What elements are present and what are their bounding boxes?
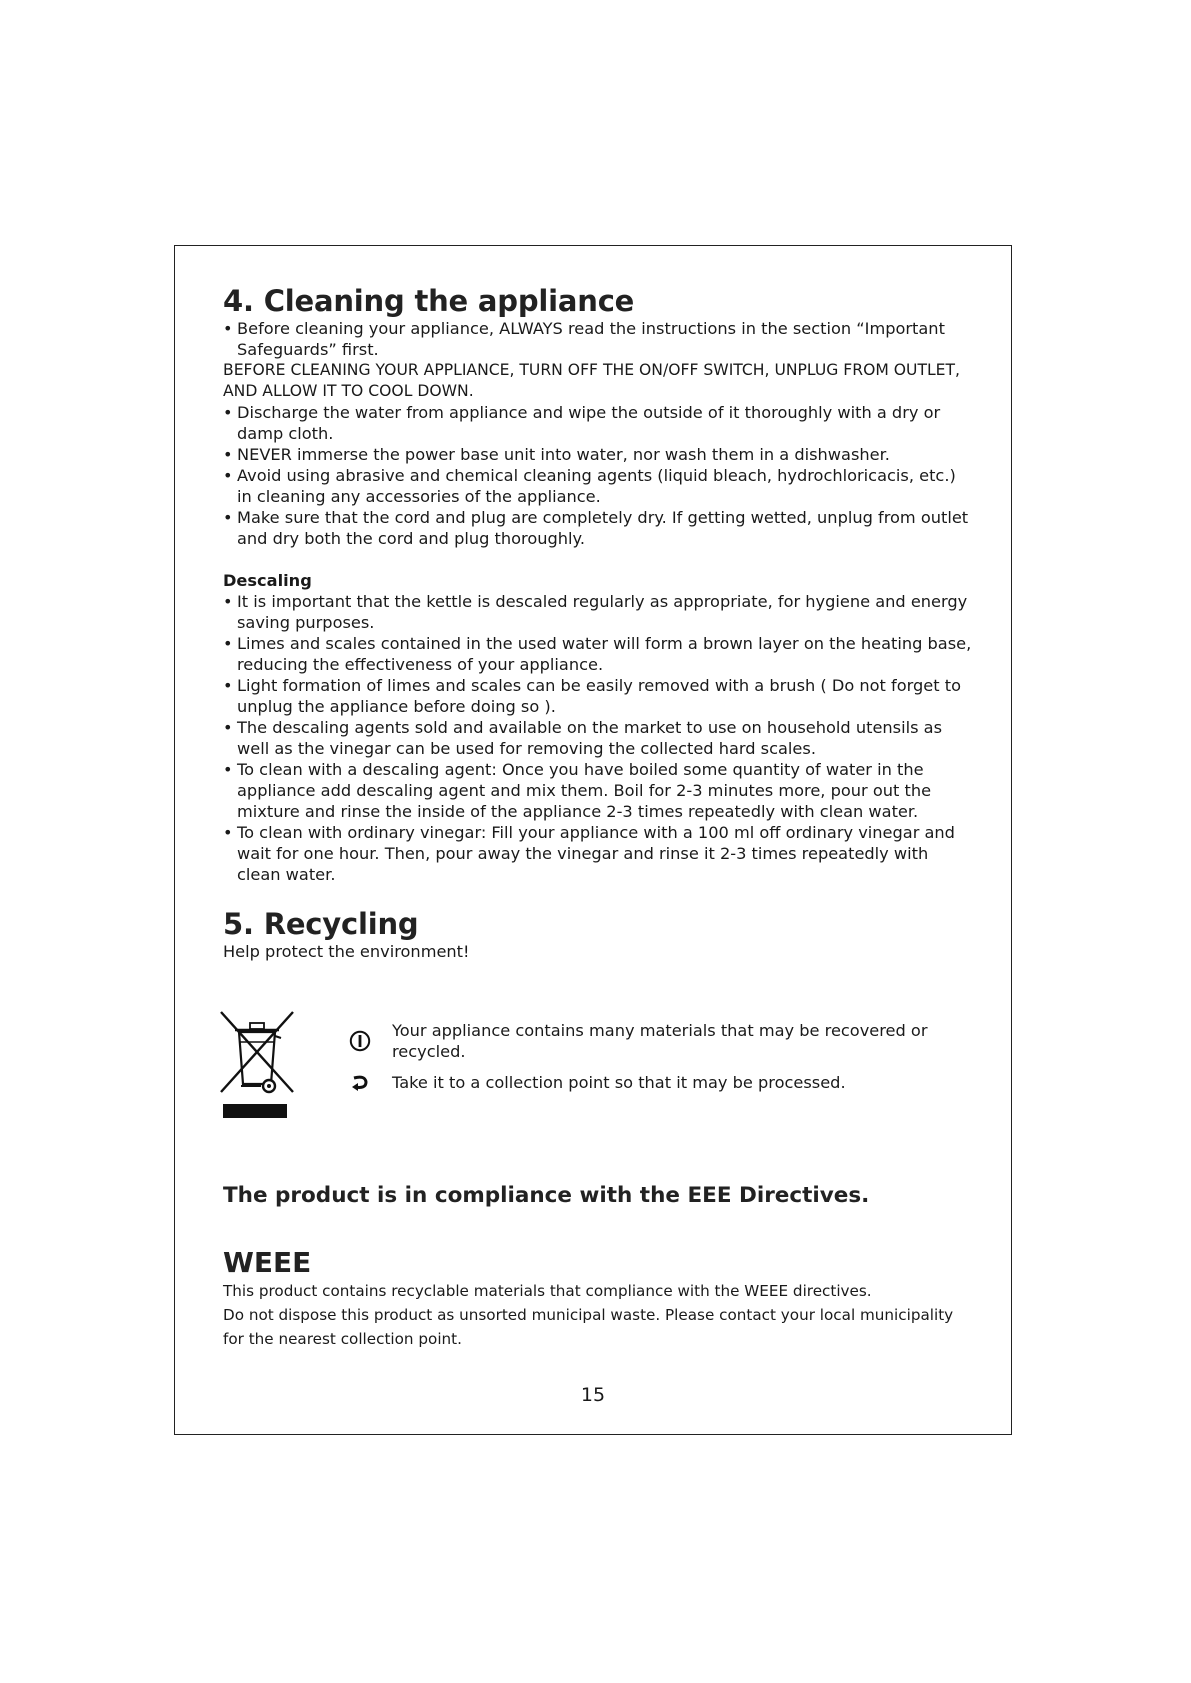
return-arrow-icon — [349, 1072, 371, 1094]
list-item: • Avoid using abrasive and chemical cleaning agents (liquid bleach, hydrochloricacis, etc.) in cleaning any accessories of the appliance. — [223, 465, 975, 507]
collection-point-text: Take it to a collection point so that it may be processed. — [392, 1073, 846, 1092]
list-item: • Before cleaning your appliance, ALWAYS read the instructions in the section “Important Safeguards” first. — [223, 318, 975, 360]
recover-info-text: Your appliance contains many materials that may be recovered or recycled. — [392, 1021, 928, 1061]
recycling-title: 5. Recycling — [223, 907, 419, 941]
info-icon — [349, 1030, 371, 1052]
list-item: • NEVER immerse the power base unit into water, nor wash them in a dishwasher. — [223, 444, 975, 465]
list-item: • Limes and scales contained in the used water will form a brown layer on the heating base, reducing the effectiveness of your appliance. — [223, 633, 975, 675]
recycling-subtitle: Help protect the environment! — [223, 942, 470, 961]
compliance-statement: The product is in compliance with the EEE Directives. — [223, 1183, 870, 1208]
page-content — [223, 284, 975, 1351]
list-item: • Make sure that the cord and plug are completely dry. If getting wetted, unplug from outlet and dry both the cord and plug thoroughly. — [223, 507, 975, 549]
page-frame — [174, 245, 1012, 1435]
crossed-out-wheelie-bin-icon — [219, 1010, 295, 1120]
descaling-heading: Descaling — [223, 571, 312, 590]
weee-text — [223, 1279, 975, 1351]
list-item: • Discharge the water from appliance and wipe the outside of it thoroughly with a dry or damp cloth. — [223, 402, 975, 444]
list-item: • It is important that the kettle is descaled regularly as appropriate, for hygiene and energy saving purposes. — [223, 591, 975, 633]
list-item: • To clean with a descaling agent: Once you have boiled some quantity of water in the appliance add descaling agent and mix them. Boil for 2-3 minutes more, pour out the mixture and rinse the inside of the appliance 2-3 times repeatedly with clean water. — [223, 759, 975, 822]
list-item: • To clean with ordinary vinegar: Fill your appliance with a 100 ml off ordinary vinegar and wait for one hour. Then, pour away the vinegar and rinse it 2-3 times repeatedly with clean water. — [223, 822, 975, 885]
weee-line: This product contains recyclable materials that compliance with the WEEE directives. — [223, 1282, 872, 1300]
weee-title: WEEE — [223, 1246, 312, 1279]
cleaning-list — [223, 402, 975, 549]
list-item: • Light formation of limes and scales can be easily removed with a brush ( Do not forget to unplug the appliance before doing so ). — [223, 675, 975, 717]
cleaning-intro-list — [223, 318, 975, 360]
list-item: • The descaling agents sold and available on the market to use on household utensils as well as the vinegar can be used for removing the collected hard scales. — [223, 717, 975, 759]
cleaning-warning: BEFORE CLEANING YOUR APPLIANCE, TURN OFF THE ON/OFF SWITCH, UNPLUG FROM OUTLET, AND ALLOW IT TO COOL DOWN. — [223, 361, 961, 400]
weee-line: Do not dispose this product as unsorted municipal waste. Please contact your local municipality for the nearest collection point. — [223, 1306, 954, 1348]
cleaning-title: 4. Cleaning the appliance — [223, 284, 635, 318]
descaling-list — [223, 591, 975, 885]
recycling-info-block — [223, 1000, 975, 1150]
page-number: 15 — [580, 1384, 606, 1406]
